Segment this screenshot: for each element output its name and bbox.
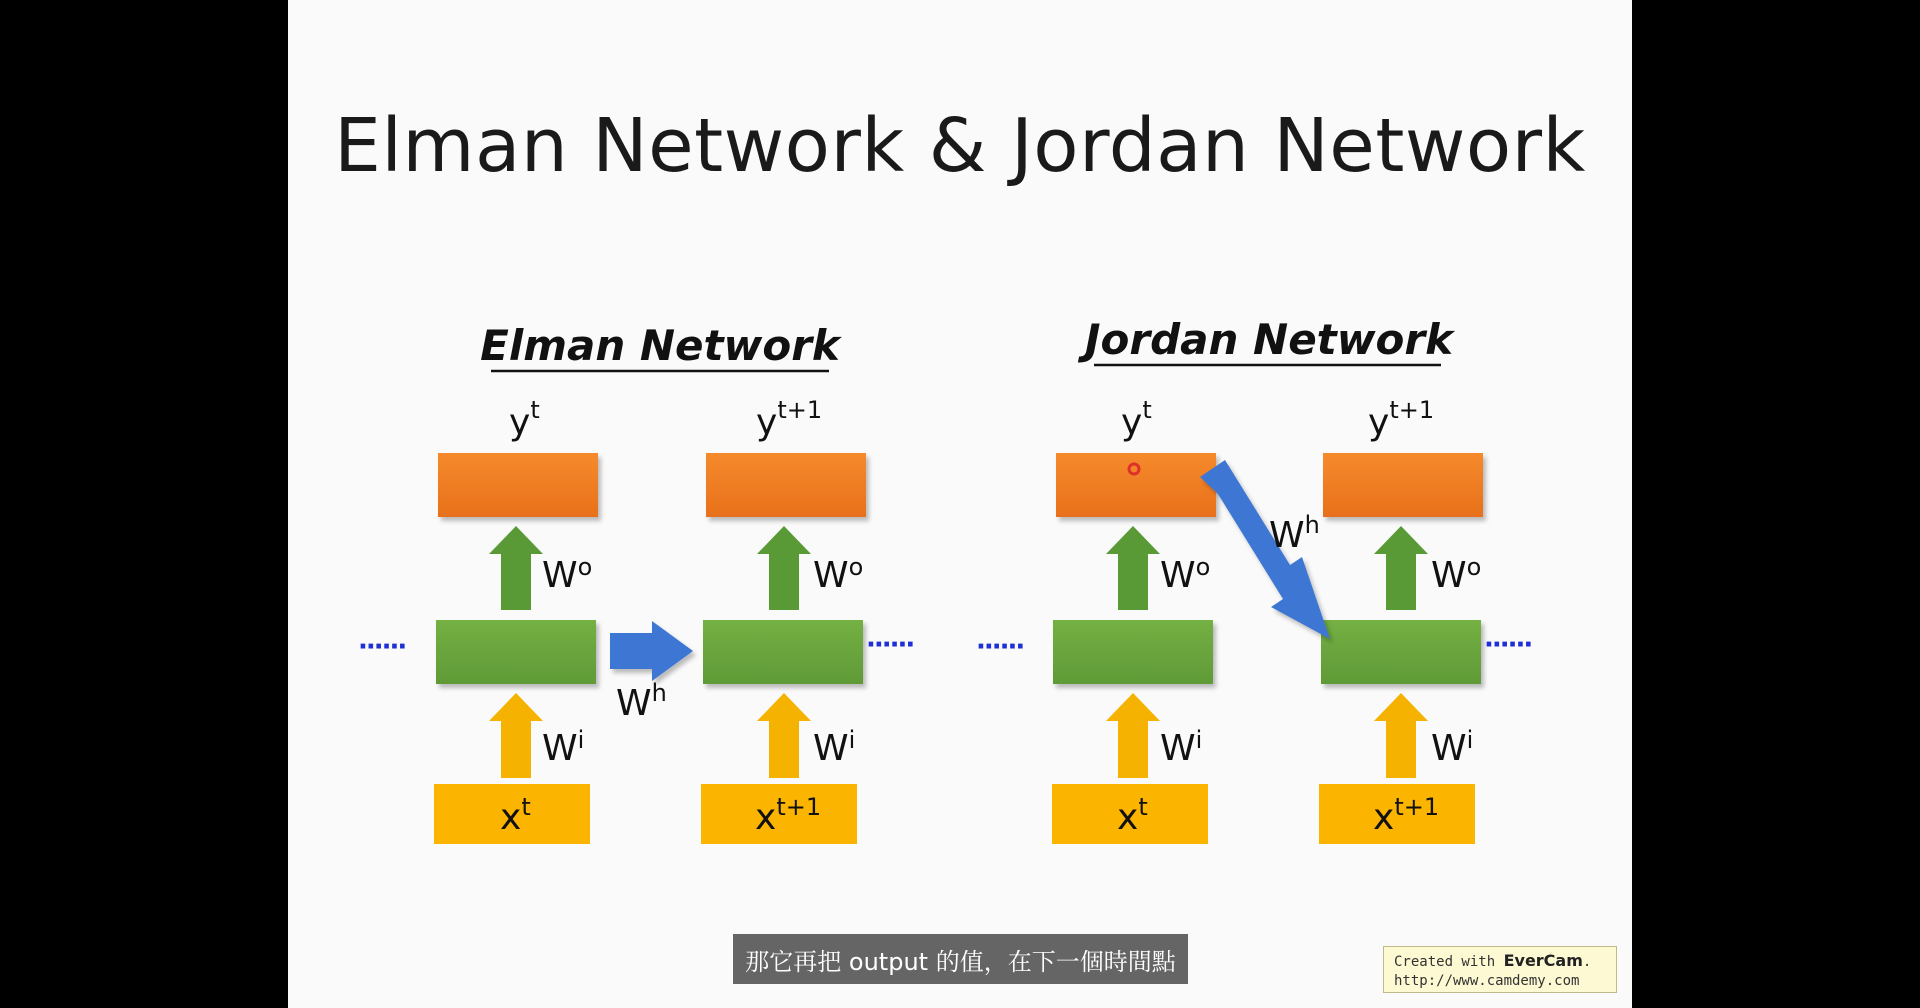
- jordan-wh-label: $W^h$: [1269, 511, 1320, 556]
- elman-wi2-label: $W^i$: [813, 726, 856, 769]
- slide: [288, 0, 1632, 1008]
- elman-wi1-label: $W^i$: [542, 726, 585, 769]
- elman-wh-label: $W^h$: [616, 679, 667, 724]
- elman-dots-right: ······: [866, 630, 914, 660]
- jordan-wo2-label: $W^o$: [1431, 553, 1482, 596]
- jordan-wo-arrow-t: [1106, 526, 1160, 610]
- elman-network: [358, 321, 913, 844]
- watermark-prefix: Created with: [1394, 954, 1504, 970]
- elman-wo-arrow-t1: [757, 526, 811, 610]
- jordan-dots-left: ······: [976, 632, 1024, 662]
- elman-output-box-t1: [706, 453, 866, 517]
- slide-title: Elman Network & Jordan Network: [334, 103, 1586, 189]
- elman-wh-arrow: [610, 621, 693, 681]
- elman-hidden-box-t1: [703, 620, 863, 684]
- elman-wo-arrow-t: [489, 526, 543, 610]
- elman-y1-base: y: [509, 402, 531, 443]
- jordan-network: [976, 315, 1531, 844]
- elman-x1-label: $x^t$: [500, 793, 531, 838]
- jordan-title: Jordan Network: [1084, 315, 1454, 364]
- elman-x2-label: $x^{t+1}$: [755, 793, 822, 838]
- jordan-x2-label: $x^{t+1}$: [1373, 793, 1440, 838]
- elman-y1-sup: t: [530, 396, 540, 424]
- jordan-wi-arrow-t1: [1374, 693, 1428, 778]
- jordan-dots-right: ······: [1484, 630, 1532, 660]
- elman-hidden-box-t: [436, 620, 596, 684]
- elman-wo1-label: $W^o$: [542, 553, 593, 596]
- network-diagram: [288, 0, 1632, 1008]
- subtitle-text: 那它再把 output 的值，在下一個時間點: [745, 947, 1176, 976]
- elman-wi-arrow-t1: [757, 693, 811, 778]
- watermark-url[interactable]: http://www.camdemy.com: [1394, 973, 1580, 989]
- watermark-suffix: .: [1582, 954, 1592, 970]
- jordan-y2-label: $y^{t+1}$: [1368, 396, 1435, 443]
- elman-y2-label: [756, 396, 822, 443]
- elman-y2-base: y: [756, 402, 778, 443]
- jordan-output-box-t: [1056, 453, 1216, 517]
- jordan-output-box-t1: [1323, 453, 1483, 517]
- jordan-wi2-label: $W^i$: [1431, 726, 1474, 769]
- jordan-wi-arrow-t: [1106, 693, 1160, 778]
- jordan-hidden-box-t: [1053, 620, 1213, 684]
- jordan-hidden-box-t1: [1321, 620, 1481, 684]
- jordan-wo1-label: $W^o$: [1160, 553, 1211, 596]
- jordan-x1-label: $x^t$: [1117, 793, 1148, 838]
- elman-y1-label: [509, 396, 540, 443]
- elman-wo2-label: $W^o$: [813, 553, 864, 596]
- watermark-line-1: [1394, 951, 1606, 972]
- elman-dots-left: ······: [358, 632, 406, 662]
- elman-title: Elman Network: [480, 321, 840, 370]
- elman-y2-sup: t+1: [777, 396, 823, 424]
- jordan-wo-arrow-t1: [1374, 526, 1428, 610]
- jordan-wh-arrow: [1200, 460, 1330, 639]
- watermark-brand: EverCam: [1503, 951, 1583, 970]
- jordan-y1-label: $y^t$: [1121, 396, 1152, 443]
- video-subtitle: [733, 934, 1188, 984]
- evercam-watermark[interactable]: [1383, 946, 1617, 993]
- jordan-wi1-label: $W^i$: [1160, 726, 1203, 769]
- elman-wi-arrow-t: [489, 693, 543, 778]
- elman-output-box-t: [438, 453, 598, 517]
